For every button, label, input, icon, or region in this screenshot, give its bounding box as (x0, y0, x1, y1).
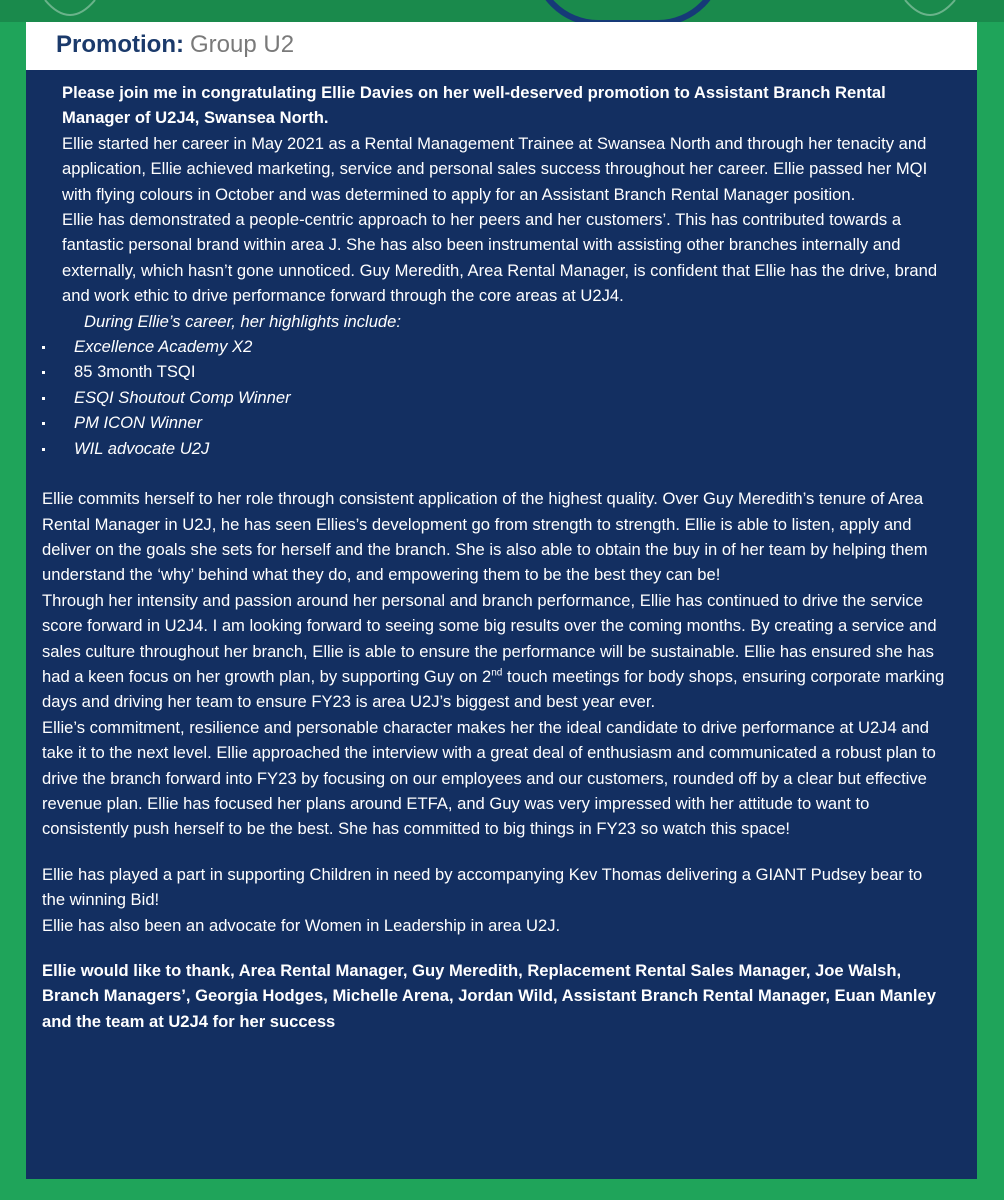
lead-section (42, 80, 945, 334)
list-item: ESQI Shoutout Comp Winner (42, 385, 945, 410)
bottom-decoration-strip (0, 1179, 1004, 1200)
charity-paragraph: Ellie has played a part in supporting Children in need by accompanying Kev Thomas delivering a GIANT Pudsey bear to the winning Bid! (42, 864, 923, 910)
leaf-decoration-icon (40, 0, 100, 20)
top-decoration-strip (0, 0, 1004, 22)
list-item: PM ICON Winner (42, 410, 945, 435)
leaf-decoration-icon (900, 0, 960, 20)
announcement-panel (26, 70, 977, 1179)
resilience-paragraph: Ellie’s commitment, resilience and personable character makes her the ideal candidate to drive performance at U2J4 and take it to the next level. Ellie approached the interview with a great deal of enthusiasm and communicated a robust plan to drive the branch forward into FY23 by focusing on our employees and our customers, rounded off by a clear but effective revenue plan. Ellie has focused her plans around ETFA, and Guy was very impressed with her attitude to want to consistently push herself to be the best. She has committed to big things in FY23 so watch this space! (42, 717, 936, 839)
performance-text-a: Through her intensity and passion around her personal and branch performance, Ellie has continued to drive the service score forward in U2J4. I am looking forward to seeing some big results over the coming months. By creating a service and sales culture throughout her branch, Ellie is able to ensure the performance will be sustainable. Ellie has ensured she has had a keen focus on her growth plan, by supporting Guy on 2 (42, 590, 937, 686)
list-item: 85 3month TSQI (42, 359, 945, 384)
intro-paragraph: Please join me in congratulating Ellie Davies on her well-deserved promotion to Assistant Branch Rental Manager of U2J4, Swansea North. (62, 83, 886, 128)
list-item: Excellence Academy X2 (42, 334, 945, 359)
highlights-list (42, 334, 945, 461)
title-group: Group U2 (189, 31, 295, 58)
title-label: Promotion: (56, 31, 184, 58)
performance-paragraph (42, 588, 945, 715)
career-paragraph: Ellie started her career in May 2021 as a Rental Management Trainee at Swansea North and through her tenacity and application, Ellie achieved marketing, service and personal sales success throughout her career. Ellie passed her MQI with flying colours in October and was determined to apply for an Assistant Branch Rental Manager position. (62, 133, 928, 204)
approach-paragraph: Ellie has demonstrated a people-centric approach to her peers and her customers’. This has contributed towards a fantastic personal brand within area J. She has also been instrumental with assisting other branches internally and externally, which hasn’t gone unnoticed. Guy Meredith, Area Rental Manager, is confident that Ellie has the drive, brand and work ethic to drive performance forward through the core areas at U2J4. (62, 210, 938, 306)
advocate-paragraph: Ellie has also been an advocate for Women in Leadership in area U2J. (42, 915, 561, 935)
highlights-intro: During Ellie’s career, her highlights include: (84, 311, 401, 331)
thanks-paragraph: Ellie would like to thank, Area Rental Manager, Guy Meredith, Replacement Rental Sales Manager, Joe Walsh, Branch Managers’, Georgia Hodges, Michelle Arena, Jordan Wild, Assistant Branch Rental Manager, Euan Manley and the team at U2J4 for her success (42, 961, 936, 1031)
page-title (26, 22, 977, 70)
ordinal-suffix: nd (491, 667, 503, 679)
list-item: WIL advocate U2J (42, 436, 945, 461)
performance-text-b: touch meetings for body shops, ensuring corporate marking days and driving her team to ensure FY23 is area U2J’s biggest and best year ever. (42, 666, 945, 712)
commitment-paragraph: Ellie commits herself to her role through consistent application of the highest quality. Over Guy Meredith’s tenure of Area Rental Manager in U2J, he has seen Ellies’s development go from strength to strength. Ellie is able to listen, apply and deliver on the goals she sets for herself and the branch. She is also able to obtain the buy in of her team by helping them understand the ‘why’ behind what they do, and empowering them to be the best they can be! (42, 489, 928, 585)
